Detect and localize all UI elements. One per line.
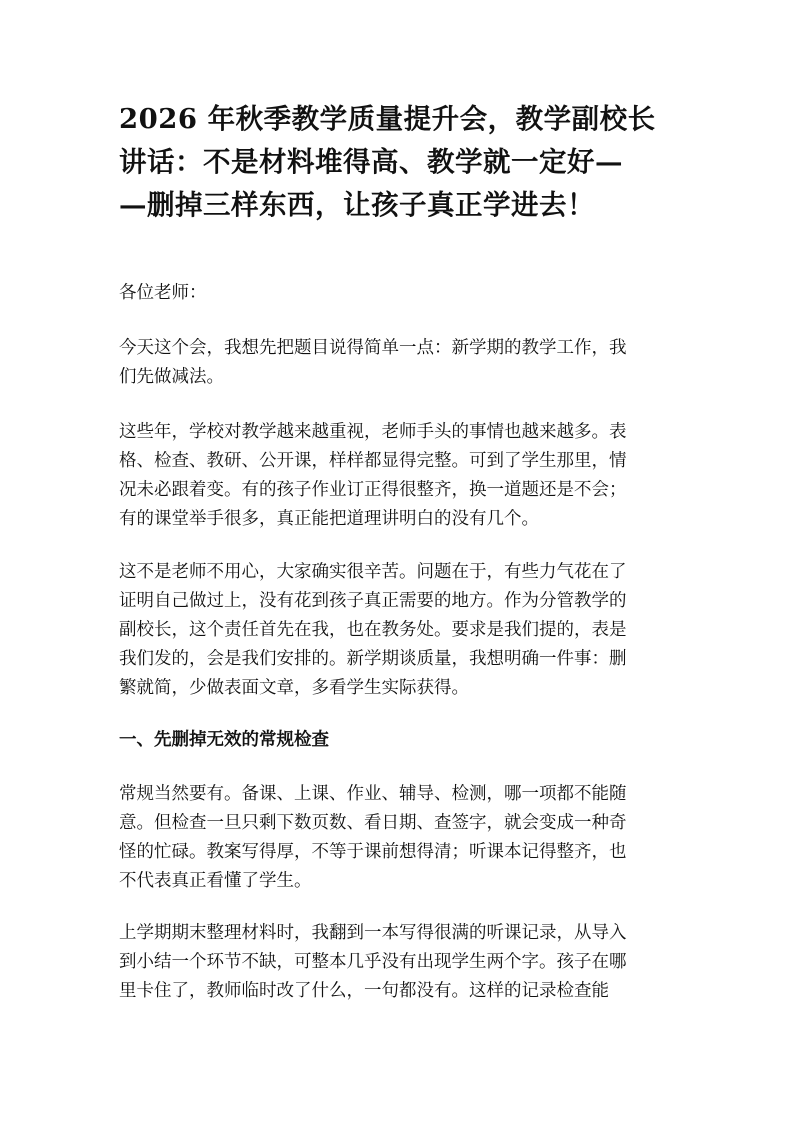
section-1-paragraph-1: 常规当然要有。备课、上课、作业、辅导、检测，哪一项都不能随 意。但检查一旦只剩下数页数、看日期、查签字，就会变成一种奇 怪的忙碌。教案写得厚，不等于课前想得清；听课本记得整齐，也 不代表真正看懂了学生。: [119, 784, 627, 891]
salutation: 各位老师：: [119, 283, 207, 303]
section-1-heading: 一、先删掉无效的常规检查: [119, 730, 329, 750]
document-title: 2026 年秋季教学质量提升会，教学副校长 讲话：不是材料堆得高、教学就一定好— —删掉三样东西，让孩子真正学进去！: [119, 103, 656, 221]
paragraph-1: 今天这个会，我想先把题目说得简单一点：新学期的教学工作，我 们先做减法。: [119, 338, 627, 387]
section-1-paragraph-2: 上学期期末整理材料时，我翻到一本写得很满的听课记录，从导入 到小结一个环节不缺，可整本几乎没有出现学生两个字。孩子在哪 里卡住了，教师临时改了什么，一句都没有。这样的记录检查能: [119, 923, 627, 1001]
paragraph-3: 这不是老师不用心，大家确实很辛苦。问题在于，有些力气花在了 证明自己做过上，没有花到孩子真正需要的地方。作为分管教学的 副校长，这个责任首先在我，也在教务处。要求是我们提的，表是 我们发的，会是我们安排的。新学期谈质量，我想明确一件事：删 繁就简，少做表面文章，多看学生实际获得。: [119, 562, 627, 698]
paragraph-2: 这些年，学校对教学越来越重视，老师手头的事情也越来越多。表 格、检查、教研、公开课，样样都显得完整。可到了学生那里，情 况未必跟着变。有的孩子作业订正得很整齐，换一道题还是不会； 有的课堂举手很多，真正能把道理讲明白的没有几个。: [119, 422, 627, 529]
